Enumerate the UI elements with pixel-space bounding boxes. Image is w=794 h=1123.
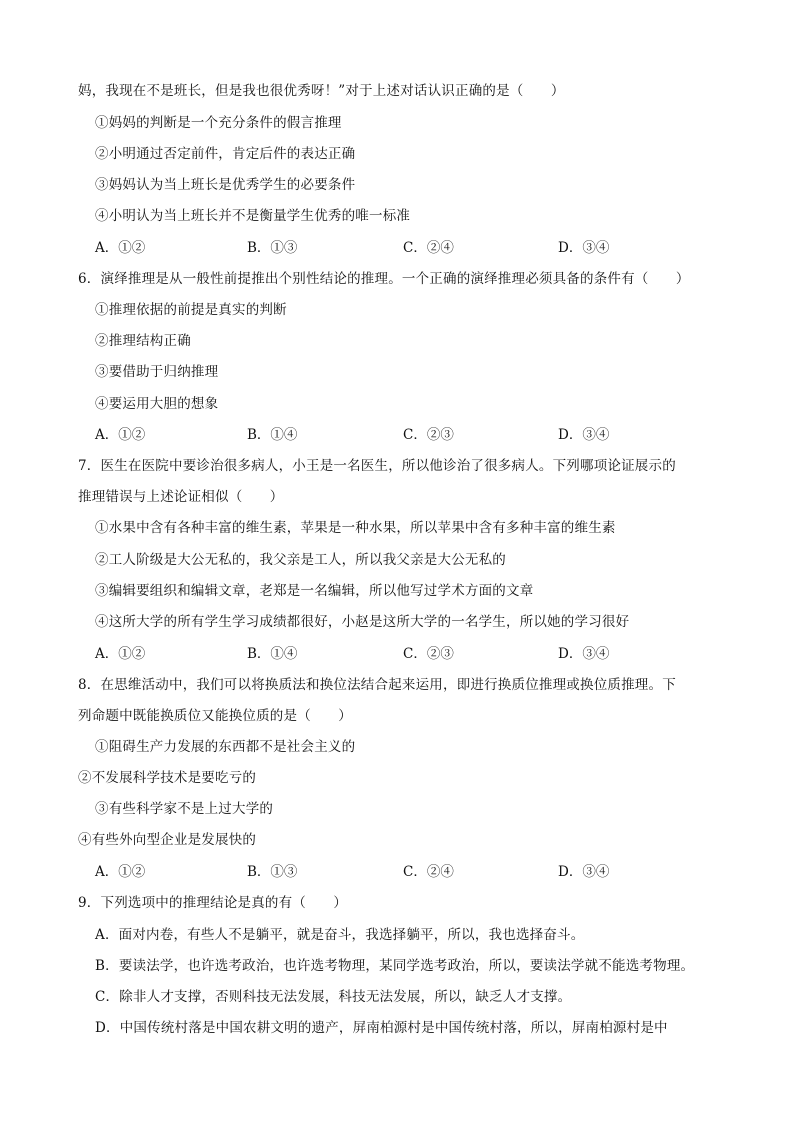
choice-b[interactable]: B．①④ (247, 427, 298, 443)
q9-option-b[interactable]: B．要读法学，也许选考政治，也许选考物理，某同学选考政治，所以，要读法学就不能选考物理。 (95, 958, 695, 974)
q6-item-1: ①推理依据的前提是真实的判断 (95, 302, 287, 318)
q9-stem: 9．下列选项中的推理结论是真的有（ ） (78, 895, 348, 911)
q8-item-4: ④有些外向型企业是发展快的 (78, 832, 257, 848)
choice-a[interactable]: A．①② (95, 240, 146, 256)
choice-a[interactable]: A．①② (95, 646, 146, 662)
q6-item-4: ④要运用大胆的想象 (95, 396, 219, 412)
choice-c[interactable]: C．②③ (403, 646, 454, 662)
q7-item-2: ②工人阶级是大公无私的，我父亲是工人，所以我父亲是大公无私的 (95, 552, 506, 568)
q7-item-1: ①水果中含有各种丰富的维生素，苹果是一种水果，所以苹果中含有多种丰富的维生素 (95, 520, 616, 536)
q6-item-3: ③要借助于归纳推理 (95, 364, 219, 380)
choice-b[interactable]: B．①③ (247, 240, 298, 256)
q8-item-3: ③有些科学家不是上过大学的 (95, 801, 274, 817)
q8-item-2: ②不发展科学技术是要吃亏的 (78, 770, 257, 786)
q5-item-2: ②小明通过否定前件，肯定后件的表达正确 (95, 146, 356, 162)
q6-stem: 6．演绎推理是从一般性前提推出个别性结论的推理。一个正确的演绎推理必须具备的条件有（ ） (78, 271, 690, 287)
q5-item-4: ④小明认为当上班长并不是衡量学生优秀的唯一标准 (95, 208, 411, 224)
q7-item-3: ③编辑要组织和编辑文章，老郑是一名编辑，所以他写过学术方面的文章 (95, 583, 534, 599)
q5-stem-continuation: 妈，我现在不是班长，但是我也很优秀呀！”对于上述对话认识正确的是（ ） (78, 83, 565, 99)
choice-d[interactable]: D．③④ (558, 240, 610, 256)
q9-option-d[interactable]: D．中国传统村落是中国农耕文明的遗产，屏南柏源村是中国传统村落，所以，屏南柏源村是中 (95, 1020, 668, 1036)
q6-item-2: ②推理结构正确 (95, 333, 191, 349)
q8-stem-line-1: 8．在思维活动中，我们可以将换质法和换位法结合起来运用，即进行换质位推理或换位质推理。下 (78, 677, 676, 693)
choice-b[interactable]: B．①④ (247, 646, 298, 662)
choice-c[interactable]: C．②④ (403, 864, 454, 880)
choice-b[interactable]: B．①③ (247, 864, 298, 880)
q8-stem-line-2: 列命题中既能换质位又能换位质的是（ ） (78, 708, 352, 724)
choice-d[interactable]: D．③④ (558, 864, 610, 880)
q8-item-1: ①阻碍生产力发展的东西都不是社会主义的 (95, 739, 356, 755)
q7-stem-line-1: 7．医生在医院中要诊治很多病人，小王是一名医生，所以他诊治了很多病人。下列哪项论证展示的 (78, 458, 676, 474)
choice-d[interactable]: D．③④ (558, 427, 610, 443)
choice-c[interactable]: C．②④ (403, 240, 454, 256)
choice-a[interactable]: A．①② (95, 427, 146, 443)
q7-item-4: ④这所大学的所有学生学习成绩都很好，小赵是这所大学的一名学生，所以她的学习很好 (95, 614, 630, 630)
q5-item-1: ①妈妈的判断是一个充分条件的假言推理 (95, 115, 342, 131)
q7-stem-line-2: 推理错误与上述论证相似（ ） (78, 489, 284, 505)
choice-a[interactable]: A．①② (95, 864, 146, 880)
q9-option-c[interactable]: C．除非人才支撑，否则科技无法发展，科技无法发展，所以，缺乏人才支撑。 (95, 989, 572, 1005)
q9-option-a[interactable]: A．面对内卷，有些人不是躺平，就是奋斗，我选择躺平，所以，我也选择奋斗。 (95, 927, 585, 943)
choice-c[interactable]: C．②③ (403, 427, 454, 443)
q5-item-3: ③妈妈认为当上班长是优秀学生的必要条件 (95, 177, 356, 193)
choice-d[interactable]: D．③④ (558, 646, 610, 662)
